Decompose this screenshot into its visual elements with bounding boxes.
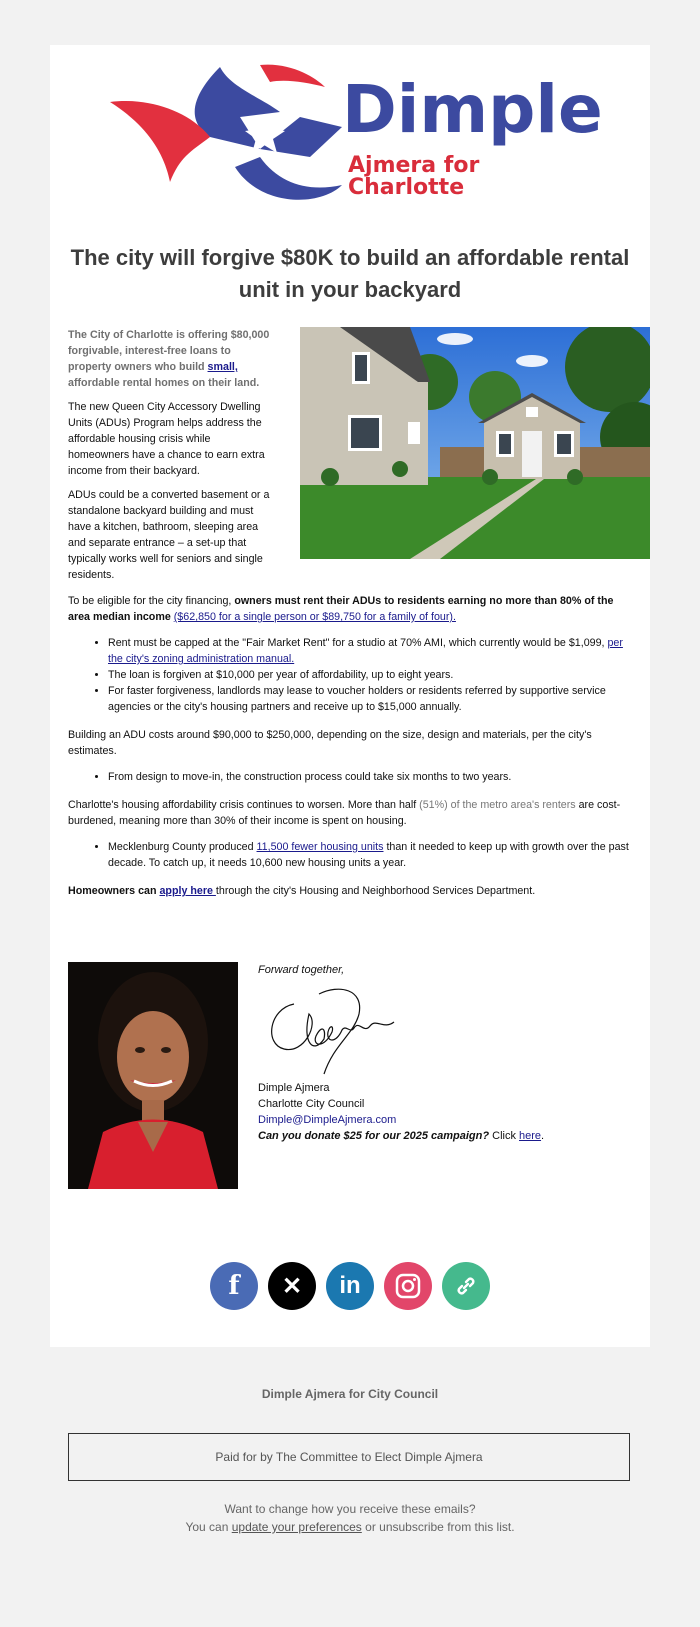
email-preferences	[0, 1500, 700, 1536]
intro-column	[68, 327, 273, 583]
star-flag-icon	[110, 57, 350, 207]
campaign-logo[interactable]	[110, 57, 603, 207]
paid-for-disclaimer: Paid for by The Committee to Elect Dimple Ajmera	[68, 1433, 630, 1481]
signature-block	[68, 962, 632, 1192]
preferences-line	[0, 1518, 700, 1536]
zoning-manual-link[interactable]: per the city's zoning administration manual.	[108, 637, 623, 665]
list-item-text-end: than it needed to keep up with growth over the past decade. To catch up, it needs 10,600 new housing units a year.	[108, 841, 629, 869]
page-title: The city will forgive $80K to build an affordable rental unit in your backyard	[70, 245, 630, 302]
facebook-icon[interactable]: f	[210, 1262, 258, 1310]
intro-lead	[68, 327, 273, 391]
signer-name: Dimple Ajmera	[258, 1082, 330, 1094]
footer-org-name: Dimple Ajmera for City Council	[261, 1387, 439, 1401]
update-preferences-link[interactable]: update your preferences	[231, 1520, 362, 1534]
you-can-text: You can	[185, 1520, 232, 1534]
instagram-icon[interactable]	[384, 1262, 432, 1310]
unsubscribe-text: or unsubscribe from this list.	[361, 1520, 515, 1534]
crisis-stat: (51%) of the metro area's renters	[419, 799, 576, 811]
crisis-text: Charlotte's housing affordability crisis continues to worsen. More than half	[68, 799, 420, 811]
list-item	[108, 635, 632, 667]
donate-question: Can you donate $25 for our 2025 campaign?	[258, 1130, 490, 1142]
income-limits-link[interactable]: ($62,850 for a single person or $89,750 for a family of four).	[173, 611, 456, 623]
link-icon[interactable]	[442, 1262, 490, 1310]
signer-email[interactable]: Dimple@DimpleAjmera.com	[258, 1114, 397, 1126]
list-item-text: Mecklenburg County produced	[108, 841, 257, 853]
cost-paragraph: Building an ADU costs around $90,000 to $250,000, depending on the size, design and materials, per the city's estimates.	[68, 729, 592, 757]
adu-house-photo	[300, 327, 650, 559]
list-item: • The loan is forgiven at $10,000 per year of affordability, up to eight years.	[108, 667, 632, 683]
list-item-text: Rent must be capped at the "Fair Market Rent" for a studio at 70% AMI, which currently would be $1,099,	[108, 637, 608, 649]
intro-lead-end: affordable rental homes on their land.	[68, 377, 260, 389]
small-link[interactable]: small,	[207, 361, 238, 373]
donate-line	[258, 1128, 628, 1144]
handwritten-signature	[264, 984, 404, 1076]
donate-here-link[interactable]: here	[519, 1130, 542, 1142]
intro-lead-text: The City of Charlotte is offering $80,000 forgivable, interest-free loans to property owners who build	[68, 329, 270, 373]
closing-line: Forward together,	[258, 964, 345, 976]
linkedin-icon[interactable]: in	[326, 1262, 374, 1310]
list-item: • For faster forgiveness, landlords may lease to voucher holders or residents referred by supportive service agencies or the city's housing partners and receive up to $15,000 annually.	[108, 683, 632, 715]
intro-paragraph-2: The new Queen City Accessory Dwelling Units (ADUs) Program helps address the affordable housing crisis while homeowners have a chance to earn extra income from their backyard.	[68, 401, 265, 477]
apply-bold: Homeowners can	[68, 885, 160, 897]
housing-units-link[interactable]: 11,500 fewer housing units	[256, 841, 384, 853]
logo-tagline: Ajmera for Charlotte	[348, 153, 480, 200]
crisis-paragraph	[68, 797, 632, 829]
eligibility-paragraph	[68, 593, 632, 625]
change-emails-line: Want to change how you receive these emails?	[224, 1502, 476, 1516]
intro-paragraph-3: ADUs could be a converted basement or a standalone backyard building and must have a kitchen, bathroom, sleeping area and separate entrance – a set-up that typically works well for seniors and single residents.	[68, 489, 270, 581]
list-item	[108, 839, 632, 871]
apply-text: through the city's Housing and Neighborhood Services Department.	[215, 885, 536, 897]
signer-title: Charlotte City Council	[258, 1098, 365, 1110]
timeline-list	[68, 769, 632, 785]
social-links	[160, 1262, 540, 1310]
x-icon[interactable]: ✕	[268, 1262, 316, 1310]
eligibility-bold: owners must rent their ADUs to residents earning no more than 80% of the area median income	[68, 595, 614, 623]
donate-end: .	[541, 1130, 545, 1142]
donate-click-text: Click	[489, 1130, 520, 1142]
eligibility-text: To be eligible for the city financing,	[68, 595, 235, 607]
candidate-portrait	[68, 962, 238, 1189]
article-body	[68, 327, 632, 907]
list-item: • From design to move-in, the construction process could take six months to two years.	[108, 769, 632, 785]
crisis-text-end: are cost-burdened, meaning more than 30% of their income is spent on housing.	[68, 799, 621, 827]
rent-rules-list	[68, 635, 632, 715]
housing-gap-list	[68, 839, 632, 871]
logo-name: Dimple	[342, 71, 603, 148]
apply-paragraph	[68, 883, 632, 899]
apply-here-link[interactable]: apply here	[159, 885, 216, 897]
signature-text	[258, 962, 628, 1144]
